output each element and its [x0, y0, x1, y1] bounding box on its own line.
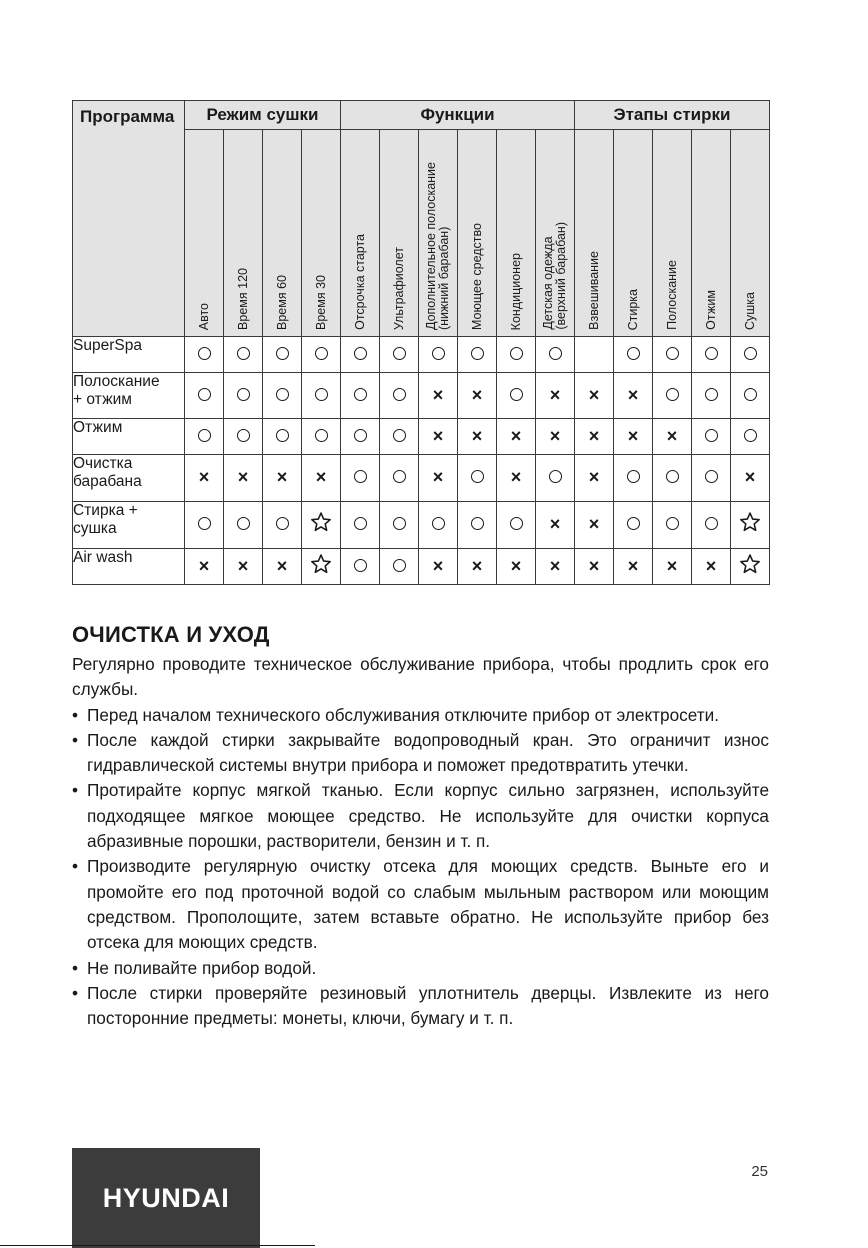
circle-icon	[510, 388, 523, 401]
unsupported-mark	[536, 373, 575, 419]
unsupported-mark	[458, 419, 497, 455]
cross-icon: ×	[666, 555, 678, 576]
supported-mark	[341, 419, 380, 455]
cross-icon: ×	[315, 467, 327, 487]
cross-icon: ×	[510, 555, 522, 576]
supported-mark	[263, 337, 302, 373]
supported-mark	[614, 502, 653, 549]
circle-icon	[549, 470, 562, 483]
circle-icon	[705, 429, 718, 442]
circle-icon	[315, 388, 328, 401]
column-header-label: Ультрафиолет	[391, 246, 406, 330]
cross-icon: ×	[510, 425, 522, 446]
column-header-label: Детская одежда (верхний барабан)	[541, 222, 568, 330]
cross-icon: ×	[471, 425, 483, 446]
circle-icon	[315, 347, 328, 360]
unsupported-mark	[536, 502, 575, 549]
circle-icon	[276, 347, 289, 360]
circle-icon	[510, 517, 523, 530]
supported-mark	[653, 455, 692, 502]
table-row	[73, 549, 770, 585]
column-header-label: Моющее средство	[469, 222, 484, 330]
unsupported-mark	[692, 549, 731, 585]
special-mark	[731, 502, 770, 549]
footer-rule	[0, 1245, 315, 1246]
supported-mark	[653, 502, 692, 549]
column-header-label: Стирка	[625, 288, 640, 330]
circle-icon	[237, 347, 250, 360]
unsupported-mark	[614, 549, 653, 585]
unsupported-mark	[419, 419, 458, 455]
unsupported-mark	[224, 549, 263, 585]
supported-mark	[458, 337, 497, 373]
column-header-label: Дополнительное полоскание (нижний барабан)	[424, 161, 451, 330]
star-icon	[310, 553, 332, 575]
program-name: Отжим	[73, 419, 185, 455]
column-header	[692, 130, 731, 337]
circle-icon	[744, 388, 757, 401]
program-name: Стирка + сушка	[73, 502, 185, 549]
circle-icon	[666, 517, 679, 530]
circle-icon	[276, 429, 289, 442]
circle-icon	[744, 429, 757, 442]
column-header	[185, 130, 224, 337]
supported-mark	[536, 337, 575, 373]
cross-icon: ×	[627, 384, 639, 405]
circle-icon	[237, 429, 250, 442]
supported-mark	[419, 337, 458, 373]
supported-mark	[614, 337, 653, 373]
cross-icon: ×	[588, 384, 600, 405]
column-header-label: Время 30	[313, 275, 328, 330]
circle-icon	[510, 347, 523, 360]
circle-icon	[432, 347, 445, 360]
cross-icon: ×	[198, 467, 210, 487]
circle-icon	[276, 517, 289, 530]
unsupported-mark	[497, 455, 536, 502]
circle-icon	[393, 517, 406, 530]
circle-icon	[198, 429, 211, 442]
supported-mark	[263, 502, 302, 549]
circle-icon	[198, 347, 211, 360]
unsupported-mark	[731, 455, 770, 502]
column-header	[341, 130, 380, 337]
supported-mark	[185, 373, 224, 419]
cross-icon: ×	[432, 467, 444, 487]
program-functions-table	[72, 100, 770, 585]
unsupported-mark	[458, 373, 497, 419]
circle-icon	[354, 559, 367, 572]
circle-icon	[471, 347, 484, 360]
circle-icon	[471, 517, 484, 530]
supported-mark	[419, 502, 458, 549]
supported-mark	[380, 455, 419, 502]
unsupported-mark	[614, 419, 653, 455]
section-title: ОЧИСТКА И УХОД	[72, 622, 270, 647]
column-header-label: Авто	[196, 302, 211, 330]
unsupported-mark	[185, 549, 224, 585]
section-body	[72, 652, 769, 1031]
column-header-label: Время 60	[274, 275, 289, 330]
unsupported-mark	[536, 549, 575, 585]
circle-icon	[744, 347, 757, 360]
cross-icon: ×	[432, 425, 444, 446]
circle-icon	[315, 429, 328, 442]
table-row	[73, 337, 770, 373]
list-item: • Производите регулярную очистку отсека для моющих средств. Выньте его и промойте его под проточной водой со слабым мыльным раствором или моющим средством. Прополощите, затем вставьте обратно. Не используйте прибор без отсека для моющих средств.	[72, 854, 769, 955]
column-header-label: Полоскание	[664, 260, 679, 330]
star-icon	[739, 511, 761, 533]
cross-icon: ×	[549, 555, 561, 576]
unsupported-mark	[653, 549, 692, 585]
circle-icon	[705, 347, 718, 360]
program-name: Полоскание + отжим	[73, 373, 185, 419]
unsupported-mark	[419, 549, 458, 585]
circle-icon	[354, 517, 367, 530]
column-header-label: Отжим	[703, 290, 718, 330]
cross-icon: ×	[588, 425, 600, 446]
supported-mark	[614, 455, 653, 502]
cross-icon: ×	[627, 555, 639, 576]
cross-icon: ×	[276, 555, 288, 576]
unsupported-mark	[185, 455, 224, 502]
supported-mark	[692, 455, 731, 502]
circle-icon	[666, 470, 679, 483]
supported-mark	[731, 337, 770, 373]
unsupported-mark	[575, 373, 614, 419]
circle-icon	[237, 388, 250, 401]
table-row	[73, 419, 770, 455]
program-name: Очистка барабана	[73, 455, 185, 502]
supported-mark	[224, 337, 263, 373]
supported-mark	[341, 549, 380, 585]
table-row	[73, 455, 770, 502]
list-item: • После каждой стирки закрывайте водопроводный кран. Это ограничит износ гидравлической системы внутри прибора и поможет предотвратить утечки.	[72, 728, 769, 779]
group-header: Этапы стирки	[575, 101, 770, 130]
column-header	[614, 130, 653, 337]
supported-mark	[497, 502, 536, 549]
supported-mark	[341, 373, 380, 419]
list-item: • Не поливайте прибор водой.	[72, 956, 769, 981]
column-header	[575, 130, 614, 337]
unsupported-mark	[263, 549, 302, 585]
list-item: • Протирайте корпус мягкой тканью. Если корпус сильно загрязнен, используйте подходящее мягкое моющее средство. Не используйте для очистки корпуса абразивные порошки, растворители, бензин и т. п.	[72, 778, 769, 854]
cross-icon: ×	[549, 514, 561, 534]
column-header	[497, 130, 536, 337]
program-column-header: Программа	[73, 101, 185, 337]
circle-icon	[393, 388, 406, 401]
table-row	[73, 502, 770, 549]
circle-icon	[393, 470, 406, 483]
star-icon	[739, 553, 761, 575]
supported-mark	[302, 337, 341, 373]
cross-icon: ×	[432, 555, 444, 576]
circle-icon	[627, 347, 640, 360]
supported-mark	[185, 502, 224, 549]
supported-mark	[380, 549, 419, 585]
supported-mark	[185, 337, 224, 373]
circle-icon	[705, 388, 718, 401]
supported-mark	[458, 455, 497, 502]
cross-icon: ×	[627, 425, 639, 446]
unsupported-mark	[497, 419, 536, 455]
page-number: 25	[751, 1163, 768, 1180]
supported-mark	[692, 419, 731, 455]
circle-icon	[354, 429, 367, 442]
cross-icon: ×	[471, 555, 483, 576]
cross-icon: ×	[549, 384, 561, 405]
cross-icon: ×	[666, 425, 678, 446]
supported-mark	[731, 373, 770, 419]
supported-mark	[497, 373, 536, 419]
cross-icon: ×	[705, 555, 717, 576]
group-header: Режим сушки	[185, 101, 341, 130]
circle-icon	[354, 470, 367, 483]
column-header	[224, 130, 263, 337]
unsupported-mark	[458, 549, 497, 585]
supported-mark	[224, 502, 263, 549]
supported-mark	[692, 373, 731, 419]
supported-mark	[380, 419, 419, 455]
column-header	[731, 130, 770, 337]
supported-mark	[341, 502, 380, 549]
cross-icon: ×	[237, 555, 249, 576]
unsupported-mark	[302, 455, 341, 502]
supported-mark	[380, 337, 419, 373]
cross-icon: ×	[237, 467, 249, 487]
cross-icon: ×	[432, 384, 444, 405]
column-header	[302, 130, 341, 337]
supported-mark	[224, 419, 263, 455]
circle-icon	[354, 347, 367, 360]
list-item: • Перед началом технического обслуживания отключите прибор от электросети.	[72, 703, 769, 728]
supported-mark	[731, 419, 770, 455]
circle-icon	[198, 517, 211, 530]
unsupported-mark	[575, 549, 614, 585]
table-row	[73, 373, 770, 419]
supported-mark	[536, 455, 575, 502]
supported-mark	[263, 373, 302, 419]
brand-logo: HYUNDAI	[72, 1148, 260, 1248]
unsupported-mark	[224, 455, 263, 502]
circle-icon	[393, 429, 406, 442]
unsupported-mark	[536, 419, 575, 455]
column-header-label: Сушка	[742, 291, 757, 330]
special-mark	[302, 502, 341, 549]
unsupported-mark	[614, 373, 653, 419]
unsupported-mark	[497, 549, 536, 585]
supported-mark	[185, 419, 224, 455]
cross-icon: ×	[198, 555, 210, 576]
circle-icon	[705, 470, 718, 483]
cross-icon: ×	[471, 384, 483, 405]
supported-mark	[497, 337, 536, 373]
supported-mark	[302, 419, 341, 455]
supported-mark	[692, 337, 731, 373]
cross-icon: ×	[588, 467, 600, 487]
circle-icon	[666, 388, 679, 401]
program-name: SuperSpa	[73, 337, 185, 373]
column-header	[653, 130, 692, 337]
circle-icon	[627, 517, 640, 530]
unsupported-mark	[263, 455, 302, 502]
circle-icon	[471, 470, 484, 483]
circle-icon	[237, 517, 250, 530]
unsupported-mark	[653, 419, 692, 455]
circle-icon	[198, 388, 211, 401]
column-header-label: Взвешивание	[586, 251, 601, 330]
cross-icon: ×	[276, 467, 288, 487]
supported-mark	[380, 373, 419, 419]
circle-icon	[627, 470, 640, 483]
special-mark	[731, 549, 770, 585]
maintenance-list	[72, 703, 769, 1032]
circle-icon	[432, 517, 445, 530]
supported-mark	[224, 373, 263, 419]
circle-icon	[705, 517, 718, 530]
column-header	[380, 130, 419, 337]
column-header	[536, 130, 575, 337]
unsupported-mark	[419, 373, 458, 419]
supported-mark	[653, 337, 692, 373]
column-header-label: Кондиционер	[508, 252, 523, 330]
supported-mark	[341, 455, 380, 502]
cross-icon: ×	[510, 467, 522, 487]
section-intro: Регулярно проводите техническое обслуживание прибора, чтобы продлить срок его службы.	[72, 654, 769, 700]
supported-mark	[653, 373, 692, 419]
unsupported-mark	[419, 455, 458, 502]
supported-mark	[341, 337, 380, 373]
circle-icon	[276, 388, 289, 401]
supported-mark	[692, 502, 731, 549]
group-header: Функции	[341, 101, 575, 130]
circle-icon	[393, 559, 406, 572]
column-header-label: Время 120	[235, 268, 250, 330]
supported-mark	[263, 419, 302, 455]
supported-mark	[458, 502, 497, 549]
column-header	[458, 130, 497, 337]
program-name: Air wash	[73, 549, 185, 585]
list-item: • После стирки проверяйте резиновый уплотнитель дверцы. Извлеките из него посторонние предметы: монеты, ключи, бумагу и т. п.	[72, 981, 769, 1032]
supported-mark	[380, 502, 419, 549]
circle-icon	[549, 347, 562, 360]
column-header-label: Отсрочка старта	[352, 234, 367, 330]
column-header	[419, 130, 458, 337]
circle-icon	[354, 388, 367, 401]
unsupported-mark	[575, 419, 614, 455]
cross-icon: ×	[588, 555, 600, 576]
supported-mark	[302, 373, 341, 419]
unsupported-mark	[575, 502, 614, 549]
star-icon	[310, 511, 332, 533]
cross-icon: ×	[549, 425, 561, 446]
circle-icon	[666, 347, 679, 360]
column-header	[263, 130, 302, 337]
special-mark	[302, 549, 341, 585]
unsupported-mark	[575, 455, 614, 502]
cross-icon: ×	[588, 514, 600, 534]
empty-cell	[575, 337, 614, 373]
circle-icon	[393, 347, 406, 360]
cross-icon: ×	[744, 467, 756, 487]
